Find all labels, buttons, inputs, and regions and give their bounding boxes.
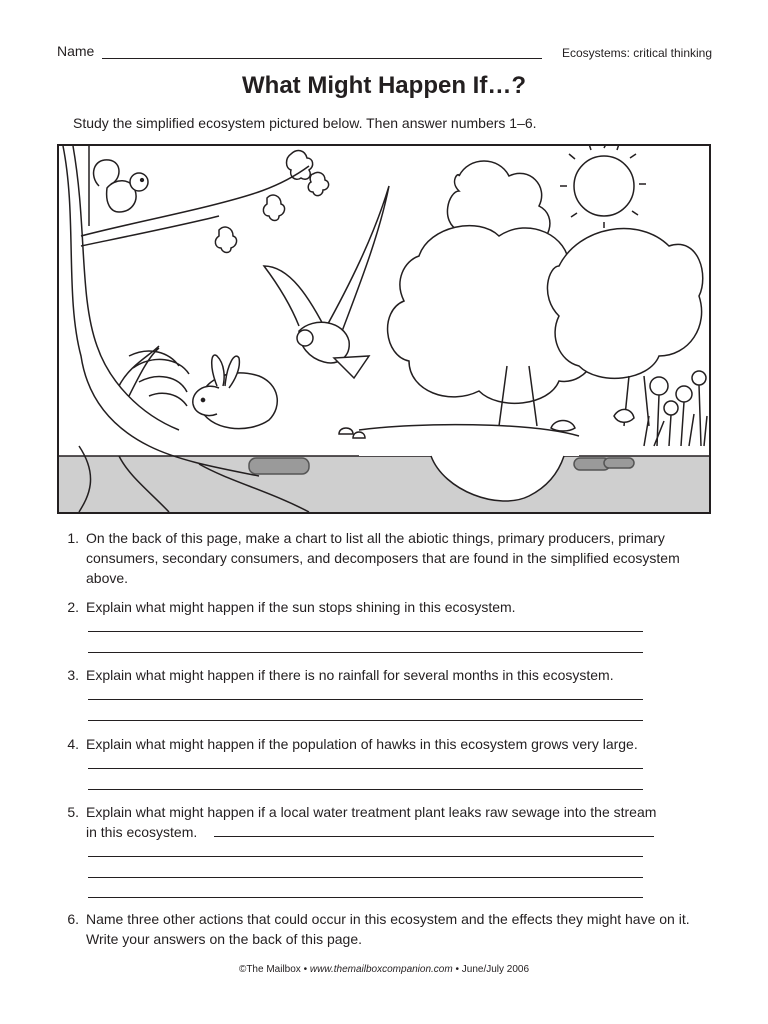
question-text: Explain what might happen if the sun stops shining in this ecosystem.: [86, 599, 516, 615]
question-number: 6.: [67, 911, 79, 927]
flowers: [644, 371, 707, 446]
answer-line[interactable]: [88, 631, 643, 632]
name-field[interactable]: [102, 58, 542, 59]
footer-date: • June/July 2006: [452, 964, 530, 975]
question-number: 5.: [67, 804, 79, 820]
question-text: Explain what might happen if there is no rainfall for several months in this ecosystem.: [86, 667, 614, 683]
hawk: [264, 186, 389, 378]
answer-line[interactable]: [88, 897, 643, 898]
footer-url[interactable]: www.themailboxcompanion.com: [309, 964, 453, 975]
answer-line[interactable]: [214, 836, 654, 837]
ecosystem-illustration: [57, 144, 711, 514]
oak-leaves: [215, 151, 328, 253]
question-text: Explain what might happen if the population of hawks in this ecosystem grows very large.: [86, 736, 638, 752]
answer-line[interactable]: [88, 720, 643, 721]
question-text-line-1: Explain what might happen if a local water treatment plant leaks raw sewage into the stream: [86, 804, 657, 820]
footer: [0, 964, 768, 975]
question-text: Name three other actions that could occur in this ecosystem and the effects they might have on it. Write your answers on the back of this page.: [86, 911, 690, 947]
question-number: 2.: [67, 599, 79, 615]
mouse: [551, 409, 634, 431]
page-title: What Might Happen If…?: [242, 72, 526, 99]
answer-line[interactable]: [88, 652, 643, 653]
answer-line[interactable]: [88, 789, 643, 790]
question-text-line-2: in this ecosystem.: [86, 824, 198, 840]
question-number: 1.: [67, 530, 79, 546]
footer-copyright: ©The Mailbox •: [238, 964, 310, 975]
instructions: Study the simplified ecosystem pictured below. Then answer numbers 1–6.: [73, 115, 537, 131]
answer-line[interactable]: [88, 699, 643, 700]
squirrel: [94, 160, 148, 212]
sun: [560, 146, 646, 228]
answer-line[interactable]: [88, 877, 643, 878]
question-text: On the back of this page, make a chart to list all the abiotic things, primary producers, primary consumers, secondary consumers, and decomposers that are found in the simplified ecosystem above.: [86, 530, 680, 586]
rabbit: [193, 355, 277, 429]
answer-line[interactable]: [88, 856, 643, 857]
name-label: Name: [57, 43, 95, 59]
answer-line[interactable]: [88, 768, 643, 769]
topic-label: Ecosystems: critical thinking: [561, 46, 712, 60]
question-number: 3.: [67, 667, 79, 683]
question-number: 4.: [67, 736, 79, 752]
